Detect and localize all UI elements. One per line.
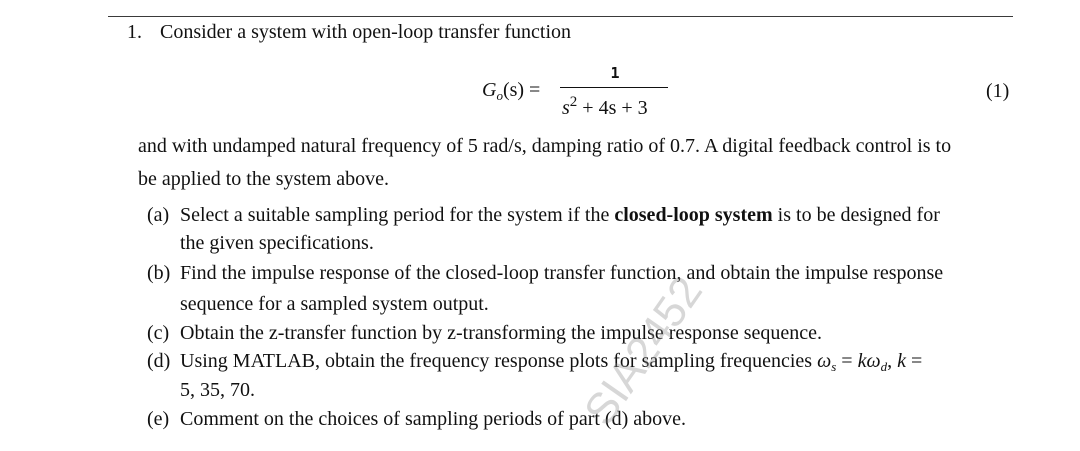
top-rule [108,16,1013,17]
den-var: s [562,97,570,119]
item-b-line-2: sequence for a sampled system output. [180,293,489,315]
lhs-arg: (s) = [502,79,541,101]
watermark: SIA2452 [574,267,712,435]
equation-denominator [562,90,648,120]
lhs-symbol: G [482,79,497,101]
item-c-label: (c) [147,322,170,344]
k-coef: k [857,350,867,372]
fraction-bar [560,87,668,88]
paragraph-line-1: and with undamped natural frequency of 5 rad/s, damping ratio of 0.7. A digital feedback control is to [138,135,952,157]
equation-number: (1) [986,80,1010,102]
item-a-bold: closed-loop system [614,204,773,226]
item-d-line-1 [180,349,922,379]
item-a-line-2: the given specifications. [180,232,374,254]
item-d-eq2: = [905,350,923,372]
item-d-eq: = [836,350,858,372]
item-b-line-1: Find the impulse response of the closed-loop transfer function, and obtain the impulse response [180,262,944,284]
item-d-comma: , [887,350,898,372]
omega-d: ω [866,350,881,372]
sub-s: s [831,359,837,374]
item-b-label: (b) [147,262,171,284]
item-d-pre: Using MATLAB, obtain the frequency response plots for sampling frequencies [180,350,818,372]
omega-s: ω [817,350,832,372]
equation-numerator: 1 [610,64,620,82]
paragraph-line-2: be applied to the system above. [138,168,390,190]
lhs-subscript: o [496,88,503,103]
item-a-post: is to be designed for [772,204,940,226]
item-c-line-1: Obtain the z-transfer function by z-transforming the impulse response sequence. [180,322,823,344]
item-a-label: (a) [147,204,170,226]
sub-d: d [880,359,888,374]
item-e-line-1: Comment on the choices of sampling periods of part (d) above. [180,408,686,430]
equation-lhs [482,78,540,108]
item-e-label: (e) [147,408,170,430]
item-d-line-2: 5, 35, 70. [180,379,255,401]
k-var: k [897,350,906,372]
den-rest: + 4s + 3 [577,97,648,119]
question-text: Consider a system with open-loop transfer function [160,21,572,43]
item-a-pre: Select a suitable sampling period for the system if the [180,204,615,226]
item-d-label: (d) [147,350,171,372]
den-exp: 2 [569,94,578,110]
item-a-line-1 [180,203,940,227]
question-number: 1. [127,21,142,43]
